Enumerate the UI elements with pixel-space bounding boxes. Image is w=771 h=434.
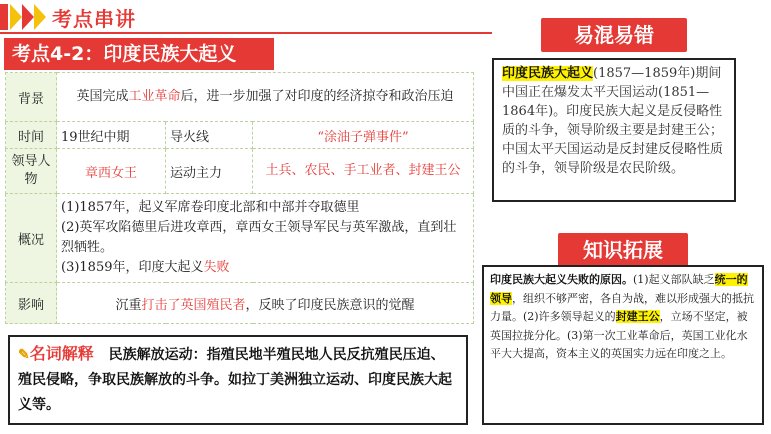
row-label-time: 时间	[6, 122, 57, 149]
glossary-title: 名词解释	[29, 344, 94, 363]
row-label-impact: 影响	[6, 283, 57, 324]
chevron-right-icon	[10, 4, 22, 30]
extend-box: 印度民族大起义失败的原因。(1)起义部队缺乏统一的领导，组织不够严密，各自为战，难以形成强大的抵抗力量。(2)许多领导起义的封建王公，立场不坚定，被英国拉拢分化。(3)第一次工业革命后，英国工业化水平大大提高，资本主义的英国实力远在印度之上。	[482, 265, 764, 425]
pencil-icon: ✎	[18, 347, 30, 363]
extend-lead: 印度民族大起义失败的原因。	[490, 273, 633, 286]
summary-line-3: (3)1859年，印度大起义失败	[61, 260, 230, 275]
time-cell: 19世纪中期	[57, 122, 166, 149]
header-divider	[0, 32, 492, 34]
extend-highlight-2: 封建王公	[615, 310, 660, 323]
row-label-background: 背景	[6, 73, 57, 122]
section-title: 考点串讲	[52, 7, 136, 31]
glossary-box	[8, 335, 468, 425]
confuse-highlight: 印度民族大起义	[502, 66, 594, 81]
topic-banner: 考点4-2：印度民族大起义	[4, 38, 274, 70]
confuse-box	[492, 58, 736, 202]
table-row	[6, 73, 474, 122]
background-cell: 英国完成工业革命后，进一步加强了对印度的经济掠夺和政治压迫	[57, 73, 474, 122]
confuse-text: (1857—1859年)期间中国正在爆发太平天国运动(1851—1864年)。印度民族大起义是反侵略性质的斗争，领导阶级主要是封建王公；中国太平天国运动是反封建反侵略性质的斗争，领导阶级是农民阶级。	[502, 66, 724, 176]
table-row	[6, 149, 474, 194]
header-red-bar	[0, 4, 8, 30]
glossary-term: 民族解放运动：	[108, 347, 207, 363]
leader-cell: 章西女王	[57, 149, 166, 194]
extend-highlight-1: 统一的领导	[490, 273, 748, 305]
table-row	[6, 194, 474, 283]
industrial-revolution-text: 工业革命	[128, 89, 181, 104]
chevron-right-icon	[34, 4, 46, 30]
summary-table	[5, 72, 474, 324]
glossary-text: 指殖民地半殖民地人民反抗殖民压迫、殖民侵略，争取民族解放的斗争。如拉丁美洲独立运动、印度民族大起义等。	[18, 347, 452, 413]
summary-cell	[57, 194, 474, 283]
section-header	[0, 0, 150, 34]
fuse-cell: “涂油子弹事件”	[253, 122, 474, 149]
chevron-right-icon	[22, 4, 34, 30]
row-label-leader: 领导人物	[6, 149, 57, 194]
force-label: 运动主力	[166, 149, 253, 194]
summary-line-1: (1)1857年，起义军席卷印度北部和中部并夺取德里	[61, 200, 360, 215]
table-row	[6, 122, 474, 149]
impact-cell: 沉重打击了英国殖民者，反映了印度民族意识的觉醒	[57, 283, 474, 324]
table-row	[6, 283, 474, 324]
row-label-summary: 概况	[6, 194, 57, 283]
extend-title: 知识拓展	[558, 233, 688, 267]
fuse-label: 导火线	[166, 122, 253, 149]
summary-line-2: (2)英军攻陷德里后进攻章西，章西女王领导军民与英军激战，直到壮烈牺牲。	[61, 220, 457, 255]
confuse-title: 易混易错	[541, 18, 687, 52]
force-cell: 土兵、农民、手工业者、封建王公	[253, 149, 474, 194]
